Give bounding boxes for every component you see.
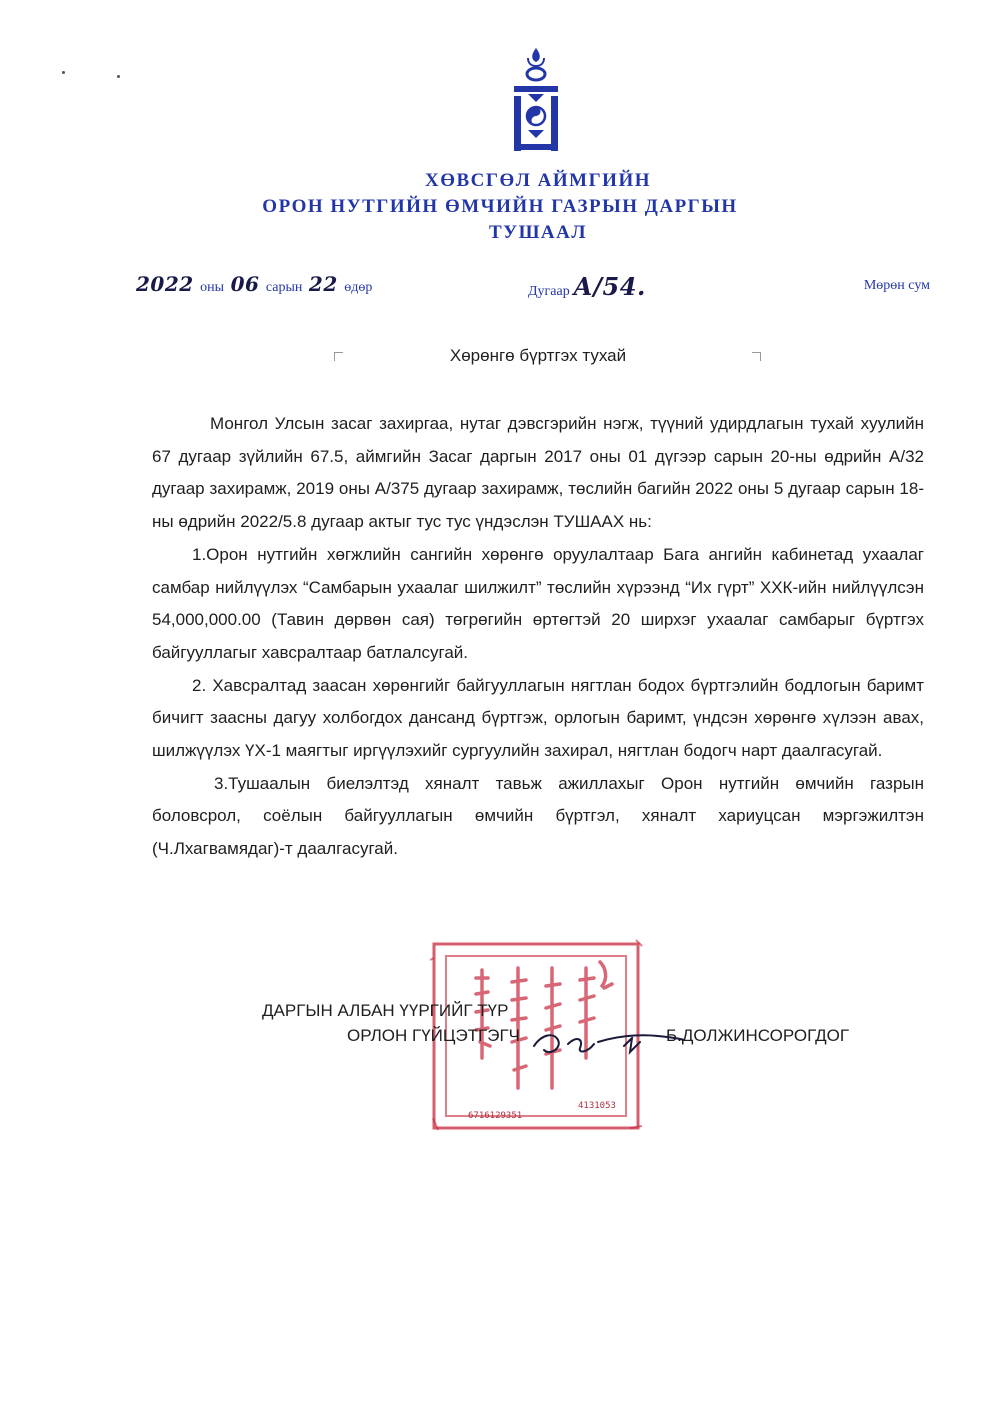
date-day: 22: [308, 272, 338, 296]
soyombo-emblem-icon: [508, 46, 564, 156]
document-header: [0, 168, 1000, 246]
body-paragraph-2: 2. Хавсралтад заасан хөрөнгийг байгууллагын нягтлан бодох бүртгэлийн бодлогын баримт бичигт заасны дагуу холбогдох дансанд бүртгэж, орлогын баримт, үндсэн хөрөнгө хүлээн авах, шилжүүлэх ҮХ-1 маягтыг иргүүлэхийг сургуулийн захирал, нягтлан бодогч нарт даалгасугай.: [152, 675, 924, 761]
date-month: 06: [230, 272, 260, 296]
document-body: [152, 408, 924, 866]
header-line-office: ОРОН НУТГИЙН ӨМЧИЙН ГАЗРЫН ДАРГЫН: [262, 196, 738, 217]
date-year-label: оны: [200, 280, 225, 295]
date-month-label: сарын: [265, 280, 303, 295]
subject-title: Хөрөнгө бүртгэх тухай: [449, 346, 627, 365]
scan-speck: [62, 71, 65, 74]
document-subject: [0, 346, 1000, 366]
signatory-rank: ДАРГЫН АЛБАН ҮҮРГИЙГ ТҮР: [262, 1001, 509, 1020]
stamp-number-left: 6716129351: [468, 1111, 523, 1121]
date-year: 2022: [136, 272, 194, 296]
body-paragraph-preamble: Монгол Улсын засаг захиргаа, нутаг дэвсгэрийн нэгж, түүний удирдлагын тухай хуулийн 67 дугаар зүйлийн 67.5, аймгийн Засаг даргын 2017 оны 01 дүгээр сарын 20-ны өдрийн А/32 дугаар захирамж, 2019 оны А/375 дугаар захирамж, төслийн багийн 2022 оны 5 дугаар сарын 18-ны өдрийн 2022/5.8 дугаар актыг тус тус үндэслэн ТУШААХ нь:: [152, 414, 924, 532]
number-label: Дугаар: [528, 284, 570, 299]
handwritten-signature-icon: [528, 1016, 688, 1066]
number-value: А/54.: [573, 272, 646, 301]
signatory-role: ОРЛОН ГҮЙЦЭТГЭГЧ: [347, 1026, 521, 1045]
body-paragraph-3: 3.Тушаалын биелэлтэд хяналт тавьж ажиллахыг Орон нутгийн өмчийн газрын боловсрол, соёлын байгууллагын өмчийн бүртгэл, хяналт хариуцсан мэргэжилтэн (Ч.Лхагвамядаг)-т даалгасугай.: [152, 773, 924, 859]
header-line-order: ТУШААЛ: [488, 222, 588, 243]
document-date: [136, 272, 375, 296]
document-meta-row: [0, 272, 1000, 302]
header-line-aimag: ХӨВСГӨЛ АЙМГИЙН: [424, 170, 652, 191]
body-paragraph-1: 1.Орон нутгийн хөгжлийн сангийн хөрөнгө оруулалтаар Бага ангийн кабинетад ухаалаг самбар нийлүүлэх “Самбарын ухаалаг шилжилт” төслийн хүрээнд “Их гүрт” ХХК-ийн нийлүүлсэн 54,000,000.00 (Тавин дөрвөн сая) төгрөгийн өртөгтэй 20 ширхэг ухаалаг самбарыг бүртгэх байгууллагыг хавсралтаар батлалсугай.: [152, 544, 924, 662]
date-day-label: өдөр: [344, 280, 373, 295]
document-number: [528, 272, 646, 301]
stamp-number-right: 4131053: [578, 1101, 616, 1111]
scan-speck: [117, 75, 120, 78]
signatory-name: Б.ДОЛЖИНСОРОГДОГ: [666, 1026, 850, 1045]
document-place: Мөрөн сум: [863, 278, 930, 293]
